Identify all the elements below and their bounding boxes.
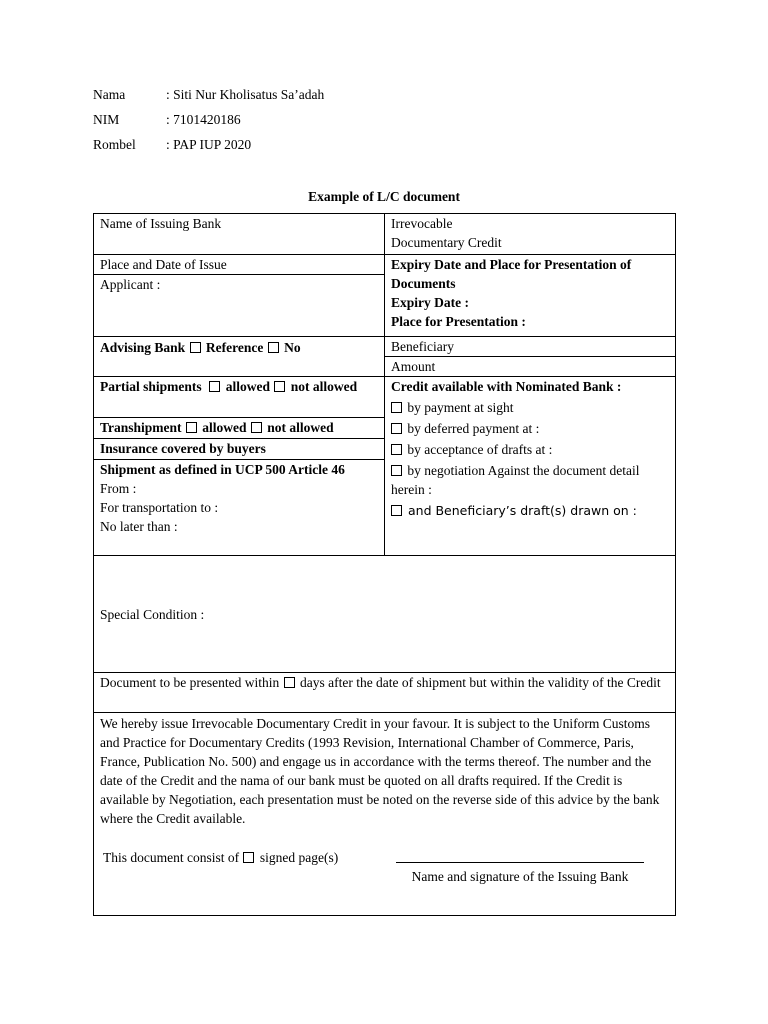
- no-later-than-label: No later than :: [100, 519, 178, 534]
- days-checkbox[interactable]: [284, 677, 295, 688]
- transhipment-not-allowed-label: not allowed: [267, 420, 334, 435]
- consist-text: [100, 848, 396, 886]
- shipment-cell: [94, 460, 385, 556]
- partial-allowed-label: allowed: [225, 379, 271, 394]
- place-date-issue-label: Place and Date of Issue: [100, 257, 227, 272]
- doc-presented-pre: Document to be presented within: [100, 675, 280, 690]
- by-negotiation-label: by negotiation Against the document detail herein :: [391, 463, 640, 497]
- credit-available-heading: Credit available with Nominated Bank :: [391, 379, 622, 394]
- no-label: No: [284, 340, 301, 355]
- place-date-issue-cell: [94, 255, 385, 275]
- consist-pre: This document consist of: [103, 850, 240, 865]
- nama-value: : Siti Nur Kholisatus Sa’adah: [166, 87, 325, 102]
- undertaking-cell: [94, 713, 676, 916]
- no-checkbox[interactable]: [268, 342, 279, 353]
- by-acceptance-label: by acceptance of drafts at :: [407, 442, 553, 457]
- nim-label: NIM: [93, 112, 120, 127]
- nama-label: Nama: [93, 87, 126, 102]
- amount-cell: [385, 357, 676, 377]
- student-info: [93, 85, 324, 160]
- document-presented-cell: [94, 673, 676, 713]
- undertaking-text: We hereby issue Irrevocable Documentary Credit in your favour. It is subject to the Uniform Customs and Practice for Documentary Credits (1993 Revision, International Chamber of Commerce, Paris, France, Publication No. 500) and engage us in accordance with the terms thereof. The number and the date of the Credit and the nama of our bank must be quoted on all drafts required. If the Credit is available by Negotiation, each presentation must be noted on the reverse side of this advice by the bank where the Credit available.: [100, 716, 660, 826]
- signature-label: Name and signature of the Issuing Bank: [411, 869, 629, 884]
- pages-checkbox[interactable]: [243, 852, 254, 863]
- expiry-heading: Expiry Date and Place for Presentation of Documents: [391, 257, 632, 291]
- transhipment-not-allowed-checkbox[interactable]: [251, 422, 262, 433]
- reference-label: Reference: [205, 340, 264, 355]
- by-payment-option: [391, 398, 669, 417]
- transhipment-allowed-checkbox[interactable]: [186, 422, 197, 433]
- partial-allowed-checkbox[interactable]: [209, 381, 220, 392]
- shipment-defined-label: Shipment as defined in UCP 500 Article 46: [100, 462, 345, 477]
- nama-row: [93, 85, 324, 110]
- consist-post: signed page(s): [259, 850, 339, 865]
- signature-block: [396, 848, 644, 886]
- transhipment-label: Transhipment: [100, 420, 182, 435]
- credit-available-cell: [385, 377, 676, 556]
- document-title: Example of L/C document: [308, 189, 460, 204]
- signature-line[interactable]: [396, 848, 644, 863]
- advising-bank-cell: [94, 337, 385, 377]
- by-deferred-option: [391, 419, 669, 438]
- insurance-label: Insurance covered by buyers: [100, 441, 266, 456]
- reference-checkbox[interactable]: [190, 342, 201, 353]
- transhipment-allowed-label: allowed: [202, 420, 247, 435]
- for-transportation-label: For transportation to :: [100, 500, 219, 515]
- beneficiary-draft-label: and Beneficiary’s draft(s) drawn on :: [407, 503, 637, 518]
- from-label: From :: [100, 481, 137, 496]
- rombel-label: Rombel: [93, 137, 136, 152]
- by-acceptance-option: [391, 440, 669, 459]
- issuing-bank-cell: [94, 214, 385, 255]
- by-deferred-label: by deferred payment at :: [407, 421, 540, 436]
- beneficiary-draft-checkbox[interactable]: [391, 505, 402, 516]
- expiry-date-label: Expiry Date :: [391, 295, 469, 310]
- by-negotiation-option: [391, 461, 669, 499]
- special-condition-cell: [94, 556, 676, 673]
- irrevocable-label: Irrevocable: [391, 216, 453, 231]
- doc-presented-post: days after the date of shipment but within the validity of the Credit: [299, 675, 661, 690]
- expiry-cell: [385, 255, 676, 337]
- partial-shipments-cell: [94, 377, 385, 418]
- applicant-cell: [94, 275, 385, 337]
- partial-shipments-label: Partial shipments: [100, 379, 202, 394]
- beneficiary-draft-option: [391, 501, 669, 520]
- advising-bank-label: Advising Bank: [100, 340, 186, 355]
- applicant-label: Applicant :: [100, 277, 161, 292]
- nim-value: : 7101420186: [166, 112, 241, 127]
- partial-not-allowed-label: not allowed: [290, 379, 358, 394]
- documentary-credit-label: Documentary Credit: [391, 235, 502, 250]
- lc-table: [93, 213, 676, 916]
- special-condition-label: Special Condition :: [100, 606, 205, 622]
- by-payment-label: by payment at sight: [407, 400, 514, 415]
- beneficiary-label: Beneficiary: [391, 339, 454, 354]
- by-payment-checkbox[interactable]: [391, 402, 402, 413]
- transhipment-cell: [94, 418, 385, 439]
- rombel-row: [93, 135, 324, 160]
- rombel-value: : PAP IUP 2020: [166, 137, 252, 152]
- beneficiary-cell: [385, 337, 676, 357]
- by-deferred-checkbox[interactable]: [391, 423, 402, 434]
- issuing-bank-label: Name of Issuing Bank: [100, 216, 222, 231]
- nim-row: [93, 110, 324, 135]
- amount-label: Amount: [391, 359, 436, 374]
- by-acceptance-checkbox[interactable]: [391, 444, 402, 455]
- by-negotiation-checkbox[interactable]: [391, 465, 402, 476]
- partial-not-allowed-checkbox[interactable]: [274, 381, 285, 392]
- place-presentation-label: Place for Presentation :: [391, 314, 526, 329]
- signature-row: [100, 848, 669, 886]
- credit-type-cell: [385, 214, 676, 255]
- insurance-cell: [94, 439, 385, 460]
